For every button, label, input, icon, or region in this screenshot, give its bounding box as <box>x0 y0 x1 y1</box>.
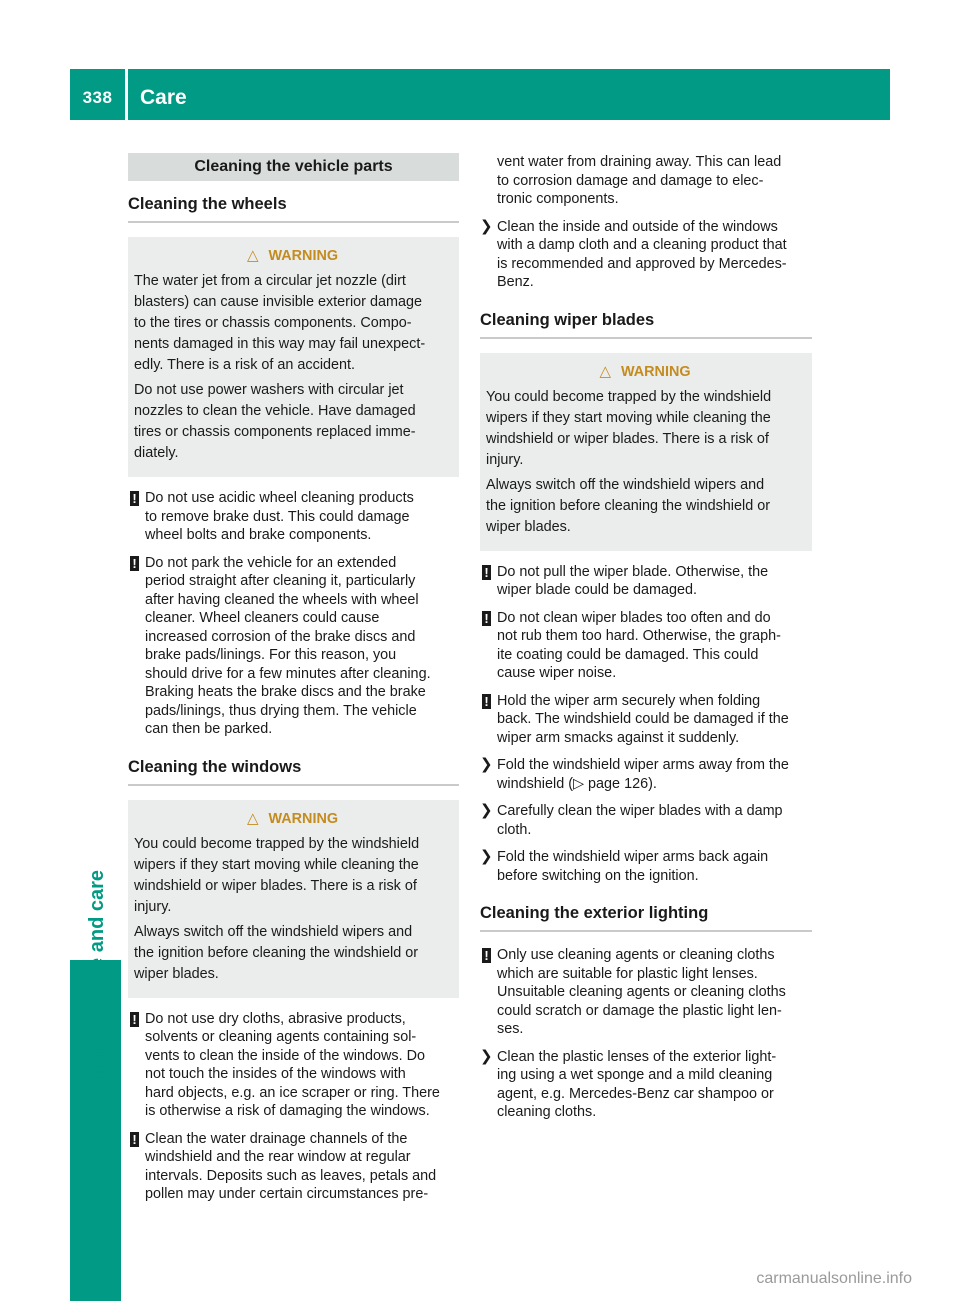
left-column <box>128 153 459 1213</box>
note-item <box>480 609 812 683</box>
note-text: Do not clean wiper blades too often and do not rub them too hard. Otherwise, the graph- ite coating could be damaged. This could cause wiper noise. <box>497 609 781 681</box>
wheels-warning-box <box>128 237 459 477</box>
exclamation-icon: ! <box>130 556 139 571</box>
warning-paragraph: Do not use power washers with circular jet nozzles to clean the vehicle. Have damaged tires or chassis components replaced imme- diately. <box>134 382 416 461</box>
exclamation-icon: ! <box>482 611 491 626</box>
windows-heading: Cleaning the windows <box>128 758 459 786</box>
note-text: Do not pull the wiper blade. Otherwise, the wiper blade could be damaged. <box>497 563 769 598</box>
note-item <box>480 692 812 748</box>
warning-title-text: WARNING <box>268 810 339 827</box>
warning-paragraph: You could become trapped by the windshield wipers if they start moving while cleaning the windshield or wiper blades. There is a risk of injury. <box>486 388 772 468</box>
step-text: Clean the plastic lenses of the exterior light- ing using a wet sponge and a mild cleaning agent, e.g. Mercedes-Benz car shampoo or cleaning cloths. <box>497 1048 777 1120</box>
note-text: Clean the water drainage channels of the windshield and the rear window at regular intervals. Deposits such as leaves, petals and pollen may under certain circumstances pre- <box>145 1130 437 1202</box>
step-item <box>480 848 812 885</box>
step-text: Fold the windshield wiper arms back again before switching on the ignition. <box>497 849 769 884</box>
warning-triangle-icon: △ <box>599 362 611 380</box>
warning-triangle-icon: △ <box>246 247 259 264</box>
section-title: Care <box>140 86 187 109</box>
warning-paragraph: Always switch off the windshield wipers and the ignition before cleaning the windshield or wiper blades. <box>134 923 419 982</box>
continued-text-body: vent water from draining away. This can lead to corrosion damage and damage to elec- tronic components. <box>497 154 782 207</box>
wheels-heading: Cleaning the wheels <box>128 195 459 223</box>
note-item <box>480 946 812 1039</box>
main-heading: Cleaning the vehicle parts <box>128 153 459 181</box>
exclamation-icon: ! <box>482 694 491 709</box>
note-item <box>128 1130 459 1204</box>
step-item <box>480 218 812 292</box>
continued-text <box>480 153 812 209</box>
exclamation-icon: ! <box>130 491 139 506</box>
arrow-right-icon: ❯ <box>480 217 493 235</box>
warning-title <box>486 361 804 383</box>
note-text: Do not use acidic wheel cleaning products to remove brake dust. This could damage wheel bolts and brake components. <box>145 490 414 543</box>
step-text: Fold the windshield wiper arms away from the windshield (▷ page 126). <box>497 757 789 792</box>
warning-title <box>134 245 451 267</box>
step-text: Carefully clean the wiper blades with a damp cloth. <box>497 803 783 838</box>
warning-title-text: WARNING <box>268 248 339 264</box>
side-label-text: Maintenance and care <box>86 870 108 1079</box>
wiper-warning-box <box>480 353 812 551</box>
step-item <box>480 756 812 793</box>
note-item <box>128 489 459 545</box>
note-text: Hold the wiper arm securely when folding back. The windshield could be damaged if the wiper arm smacks against it suddenly. <box>497 692 789 746</box>
exclamation-icon: ! <box>130 1012 139 1027</box>
windows-warning-box <box>128 800 459 998</box>
arrow-right-icon: ❯ <box>480 756 493 773</box>
step-item <box>480 1048 812 1122</box>
exclamation-icon: ! <box>130 1132 139 1147</box>
page-number: 338 <box>82 88 113 107</box>
note-item <box>128 554 459 739</box>
note-text: Do not use dry cloths, abrasive products, solvents or cleaning agents containing sol- vents to clean the inside of the windows. Do not touch the insides of the windows with hard objects, e.g. an ice scraper or ring. There is otherwise a risk of damaging the windows. <box>145 1010 440 1119</box>
warning-title-text: WARNING <box>620 363 691 380</box>
header-bar <box>70 69 890 120</box>
exclamation-icon: ! <box>482 948 491 963</box>
arrow-right-icon: ❯ <box>480 848 493 865</box>
warning-paragraph: The water jet from a circular jet nozzle (dirt blasters) can cause invisible exterior damage to the tires or chassis components. Compo- nents damaged in this way may fail unexpect- edly. There is a risk of an accident. <box>134 273 426 373</box>
step-item <box>480 802 812 839</box>
note-item <box>128 1010 459 1121</box>
arrow-right-icon: ❯ <box>480 1047 493 1065</box>
step-text: Clean the inside and outside of the windows with a damp cloth and a cleaning product that is recommended and approved by Mercedes- Benz. <box>497 218 787 290</box>
warning-title <box>134 808 451 830</box>
wiper-heading: Cleaning wiper blades <box>480 311 812 339</box>
warning-triangle-icon: △ <box>246 809 259 827</box>
arrow-right-icon: ❯ <box>480 802 493 819</box>
watermark: carmanualsonline.info <box>756 1270 912 1287</box>
header-divider <box>125 69 128 120</box>
side-label <box>72 870 122 1079</box>
right-column <box>480 153 812 1131</box>
note-text: Only use cleaning agents or cleaning cloths which are suitable for plastic light lenses. Unsuitable cleaning agents or cleaning cloths could scratch or damage the plastic light len- ses. <box>497 947 786 1037</box>
note-item <box>480 563 812 600</box>
warning-paragraph: Always switch off the windshield wipers and the ignition before cleaning the windshield or wiper blades. <box>486 476 771 535</box>
warning-paragraph: You could become trapped by the windshield wipers if they start moving while cleaning the windshield or wiper blades. There is a risk of injury. <box>134 835 420 915</box>
lighting-heading: Cleaning the exterior lighting <box>480 904 812 932</box>
exclamation-icon: ! <box>482 565 491 580</box>
note-text: Do not park the vehicle for an extended period straight after cleaning it, particularly after having cleaned the wheels with wheel cleaner. Wheel cleaners could cause increased corrosion of the brake discs and brake pads/linings. For this reason, you should drive for a few minutes after cleaning. Braking heats the brake discs and the brake pads/linings, thus drying them. The vehicle can then be parked. <box>145 554 431 737</box>
